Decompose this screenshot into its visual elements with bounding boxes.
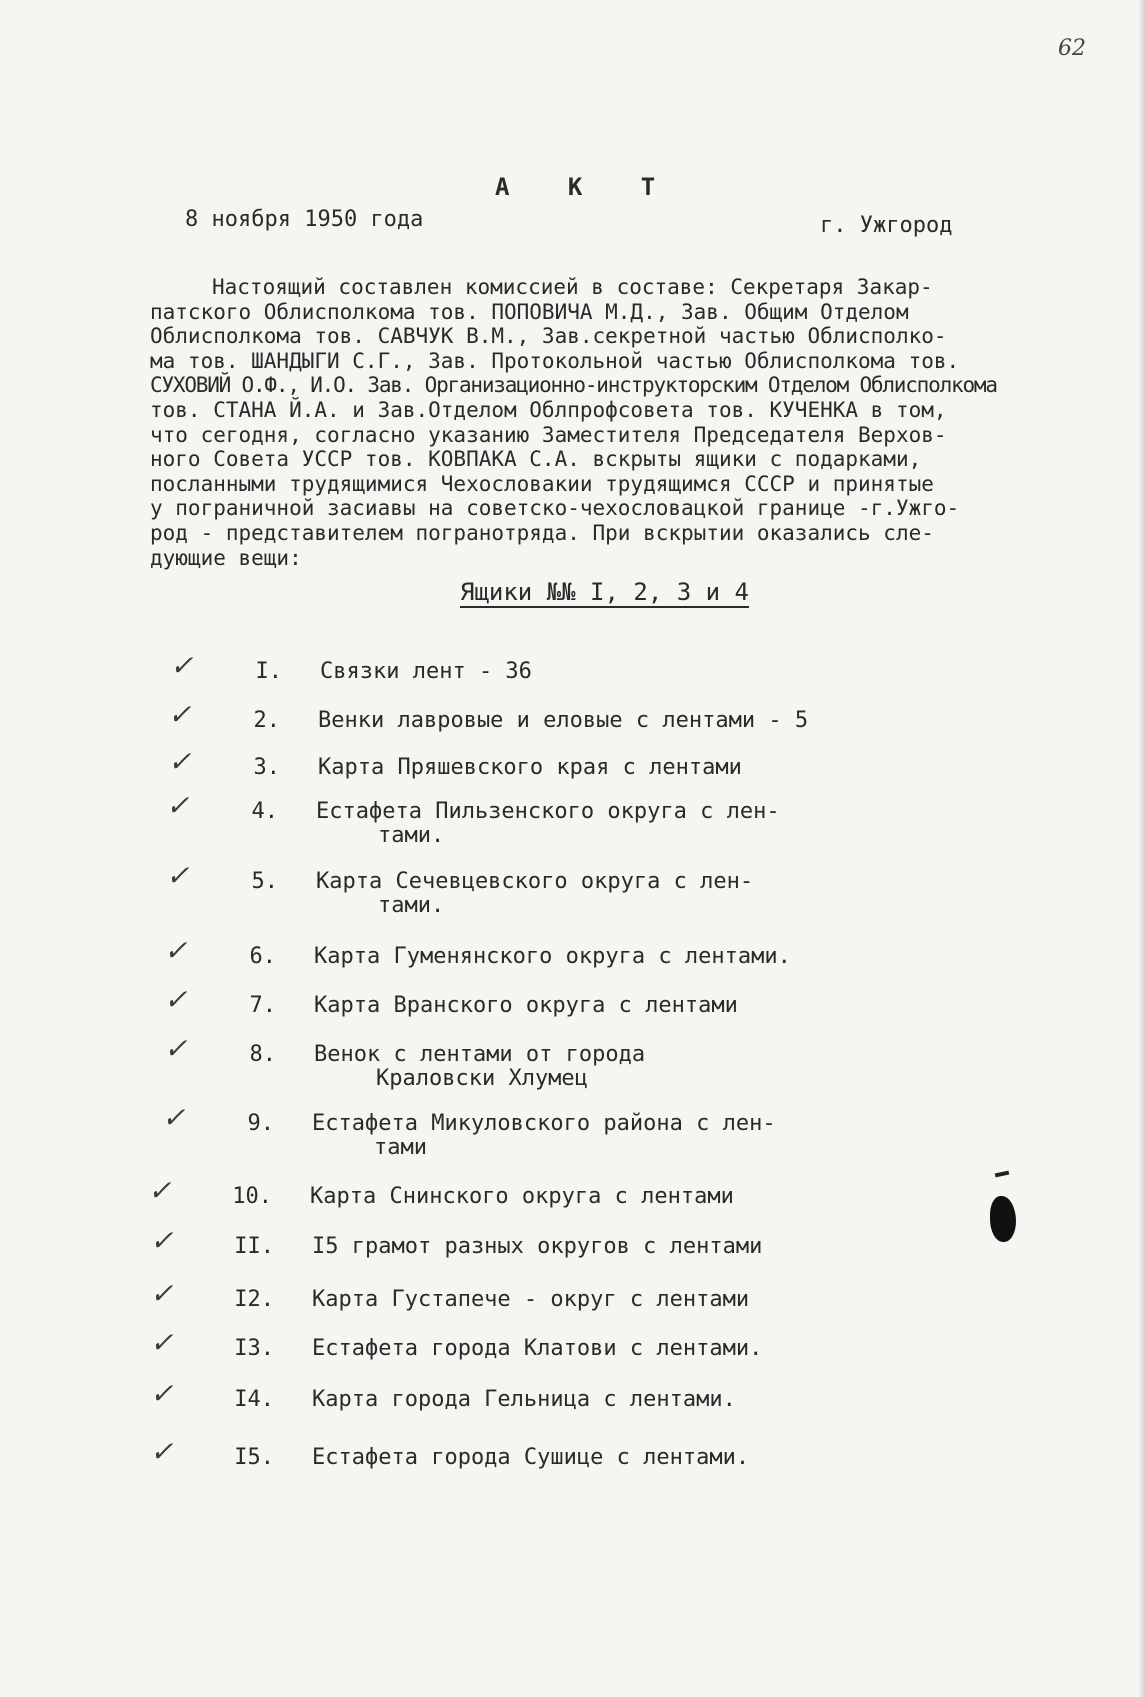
page-number: 62 [1058, 36, 1086, 61]
boxes-heading: Ящики №№ I, 2, 3 и 4 [460, 578, 749, 606]
checkmark-icon: ✓ [164, 1032, 188, 1065]
item-text: Карта Снинского округа с лентами [310, 1184, 734, 1209]
list-item [150, 1435, 750, 1470]
checkmark-icon: ✓ [164, 934, 188, 967]
body-line: СУХОВИЙ О.Ф., И.О. Зав. Организационно-инструкторским Отделом Облисполкома [150, 373, 997, 398]
checkmark-icon: ✓ [166, 789, 190, 822]
item-number: II. [234, 1234, 274, 1259]
list-item [162, 1101, 776, 1160]
item-text: Карта Густапече - округ с лентами [312, 1287, 750, 1312]
item-number: 8. [249, 1042, 276, 1067]
item-text: Венок с лентами от города [314, 1042, 646, 1067]
item-text: Связки лент - 36 [320, 659, 532, 684]
body-line: род - представителем погранотряда. При вскрытии оказались сле- [150, 520, 934, 545]
list-item [148, 1174, 734, 1209]
item-text-continuation: тами. [378, 893, 445, 918]
item-text: Карта Пряшевского края с лентами [318, 755, 742, 780]
list-item [164, 983, 738, 1018]
list-item [164, 1032, 646, 1091]
body-line: что сегодня, согласно указанию Заместителя Председателя Верхов- [150, 422, 947, 447]
item-number: 6. [249, 944, 276, 969]
list-item [168, 698, 809, 733]
item-text: Карта города Гельница с лентами. [312, 1387, 736, 1412]
ink-blot [990, 1196, 1016, 1242]
checkmark-icon: ✓ [168, 698, 192, 731]
document-date: 8 ноября 1950 года [185, 207, 424, 232]
item-text-continuation: тами. [378, 823, 445, 848]
item-number: I. [255, 659, 282, 684]
document-body [150, 275, 1140, 570]
checkmark-icon: ✓ [148, 1174, 172, 1207]
item-number: 7. [249, 993, 276, 1018]
checkmark-icon: ✓ [168, 745, 192, 778]
item-text: Естафета Пильзенского округа с лен- [316, 799, 780, 824]
list-item [150, 1224, 763, 1259]
body-line: дующие вещи: [150, 545, 302, 570]
checkmark-icon: ✓ [150, 1435, 174, 1468]
item-text: Карта Сечевцевского округа с лен- [316, 869, 754, 894]
item-number: 4. [251, 799, 278, 824]
body-line: ного Совета УССР тов. КОВПАКА С.А. вскрыты ящики с подарками, [150, 447, 922, 472]
item-text: Естафета города Клатови с лентами. [312, 1336, 763, 1361]
body-line: Облисполкома тов. САВЧУК В.М., Зав.секретной частью Облисполко- [150, 324, 947, 349]
ink-stroke [995, 1171, 1010, 1178]
checkmark-icon: ✓ [150, 1326, 174, 1359]
body-line: патского Облисполкома тов. ПОПОВИЧА М.Д., Зав. Общим Отделом [150, 299, 909, 324]
list-item [164, 934, 791, 969]
item-number: I3. [234, 1336, 274, 1361]
item-number: I5. [234, 1445, 274, 1470]
document-city: г. Ужгород [820, 213, 953, 238]
item-text: Карта Гуменянского округа с лентами. [314, 944, 791, 969]
item-text-continuation: тами [374, 1135, 427, 1160]
list-item [168, 745, 742, 780]
body-line: у пограничной засиавы на советско-чехословацкой границе -г.Ужго- [150, 496, 960, 521]
body-line: тов. СТАНА Й.А. и Зав.Отделом Облпрофсовета тов. КУЧЕНКА в том, [150, 397, 947, 422]
checkmark-icon: ✓ [150, 1224, 174, 1257]
checkmark-icon: ✓ [164, 983, 188, 1016]
checkmark-icon: ✓ [150, 1277, 174, 1310]
list-item [166, 859, 754, 918]
item-text: Естафета города Сушице с лентами. [312, 1445, 750, 1470]
item-number: 10. [232, 1184, 272, 1209]
item-number: 5. [251, 869, 278, 894]
item-number: 9. [247, 1111, 274, 1136]
body-line: ма тов. ШАНДЫГИ С.Г., Зав. Протокольной частью Облисполкома тов. [150, 348, 960, 373]
list-item [170, 649, 532, 684]
list-item [150, 1277, 750, 1312]
list-item [150, 1326, 763, 1361]
page-edge-shadow [1138, 0, 1146, 1697]
item-number: I2. [234, 1287, 274, 1312]
item-text: Карта Вранского округа с лентами [314, 993, 738, 1018]
item-text: Венки лавровые и еловые с лентами - 5 [318, 708, 809, 733]
checkmark-icon: ✓ [170, 649, 194, 682]
body-line: посланными трудящимися Чехословакии трудящимся СССР и принятые [150, 471, 934, 496]
document-title: А К Т [495, 173, 678, 201]
item-text-continuation: Краловски Хлумец [376, 1066, 588, 1091]
checkmark-icon: ✓ [166, 859, 190, 892]
checkmark-icon: ✓ [162, 1101, 186, 1134]
body-line: Настоящий составлен комиссией в составе: Секретаря Закар- [212, 275, 933, 299]
list-item [150, 1377, 736, 1412]
item-number: 2. [253, 708, 280, 733]
item-text: I5 грамот разных округов с лентами [312, 1234, 763, 1259]
item-number: I4. [234, 1387, 274, 1412]
item-number: 3. [253, 755, 280, 780]
list-item [166, 789, 780, 848]
checkmark-icon: ✓ [150, 1377, 174, 1410]
item-text: Естафета Микуловского района с лен- [312, 1111, 776, 1136]
